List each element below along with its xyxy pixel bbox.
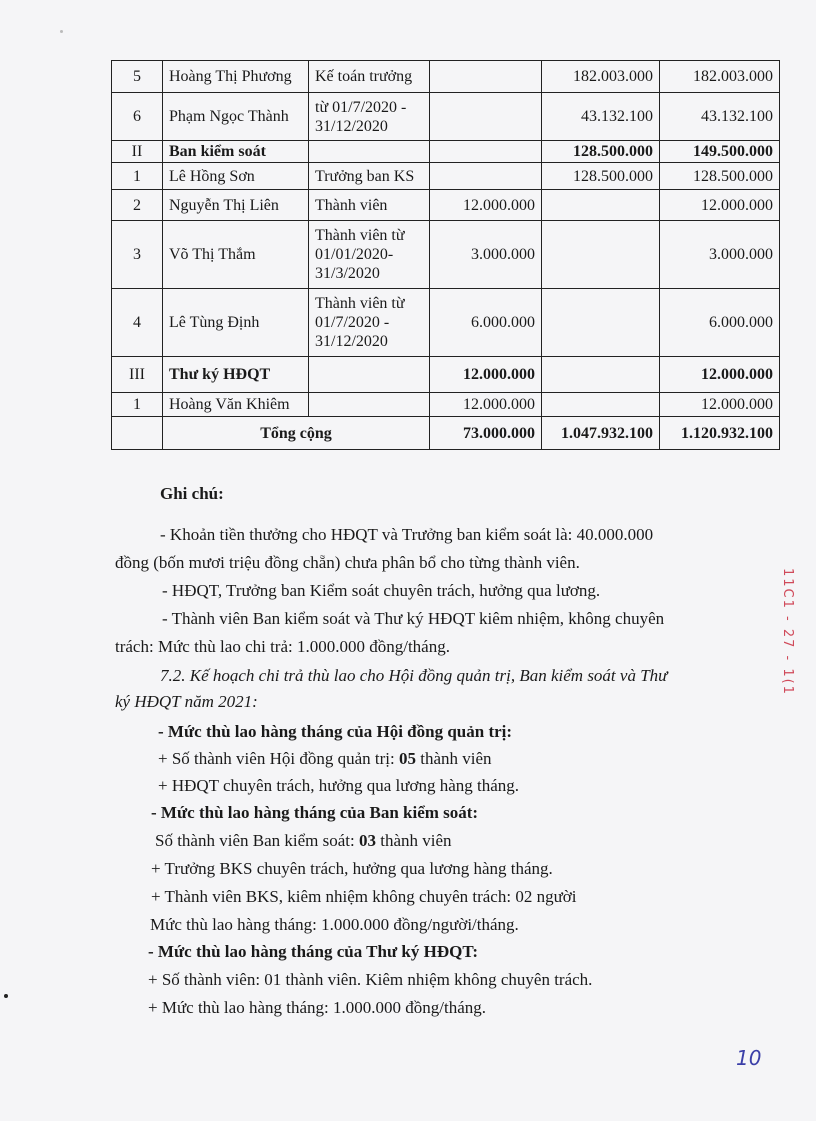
- amount-col1-cell: [430, 141, 542, 163]
- name-cell: Hoàng Thị Phương: [163, 61, 309, 93]
- row-number-cell: 6: [112, 93, 163, 141]
- table-row: [112, 163, 780, 190]
- hdqt-count-suffix: thành viên: [415, 749, 492, 768]
- bks-line4: Mức thù lao hàng tháng: 1.000.000 đồng/người/tháng.: [150, 915, 519, 934]
- secretary-line1: + Số thành viên: 01 thành viên. Kiêm nhiệm không chuyên trách.: [148, 970, 593, 989]
- bks-line2: + Trưởng BKS chuyên trách, hưởng qua lương hàng tháng.: [151, 859, 553, 878]
- row-number-cell: 2: [112, 190, 163, 221]
- total-col2-cell: 1.047.932.100: [542, 417, 660, 450]
- role-cell: Thành viên từ 01/01/2020-31/3/2020: [309, 221, 430, 289]
- section-7-2-line1: 7.2. Kế hoạch chi trả thù lao cho Hội đồng quản trị, Ban kiểm soát và Thư: [160, 666, 668, 685]
- row-number-cell: II: [112, 141, 163, 163]
- row-number-cell: 5: [112, 61, 163, 93]
- notes-heading: Ghi chú:: [160, 484, 224, 503]
- amount-col3-cell: 12.000.000: [660, 393, 780, 417]
- amount-col1-cell: 12.000.000: [430, 393, 542, 417]
- note-bonus-line1: - Khoản tiền thưởng cho HĐQT và Trưởng ban kiểm soát là: 40.000.000: [160, 525, 654, 544]
- total-label-cell: Tổng cộng: [163, 417, 430, 450]
- amount-col2-cell: [542, 221, 660, 289]
- table-row: [112, 61, 780, 93]
- hdqt-count-value: 05: [398, 749, 416, 768]
- role-cell: [309, 357, 430, 393]
- table-row: [112, 393, 780, 417]
- hdqt-heading: - Mức thù lao hàng tháng của Hội đồng quản trị:: [158, 722, 513, 741]
- bks-line3: + Thành viên BKS, kiêm nhiệm không chuyên trách: 02 người: [151, 887, 577, 906]
- amount-col1-cell: 12.000.000: [430, 190, 542, 221]
- amount-col2-cell: 43.132.100: [542, 93, 660, 141]
- amount-col1-cell: 3.000.000: [430, 221, 542, 289]
- page-number: 10: [736, 1046, 762, 1070]
- name-cell: Phạm Ngọc Thành: [163, 93, 309, 141]
- amount-col1-cell: 6.000.000: [430, 289, 542, 357]
- name-cell: Ban kiểm soát: [163, 141, 309, 163]
- table-body: [112, 61, 780, 450]
- amount-col2-cell: [542, 190, 660, 221]
- amount-col2-cell: 128.500.000: [542, 141, 660, 163]
- row-number-cell: 1: [112, 163, 163, 190]
- table-row: [112, 357, 780, 393]
- note-bonus-line2: đồng (bốn mươi triệu đồng chẵn) chưa phân bổ cho từng thành viên.: [115, 553, 580, 572]
- amount-col3-cell: 43.132.100: [660, 93, 780, 141]
- amount-col2-cell: 128.500.000: [542, 163, 660, 190]
- table-row: [112, 190, 780, 221]
- amount-col1-cell: [430, 163, 542, 190]
- table-row: [112, 141, 780, 163]
- hdqt-count-prefix: + Số thành viên Hội đồng quản trị:: [158, 749, 399, 768]
- table-row: [112, 93, 780, 141]
- table-row: [112, 289, 780, 357]
- name-cell: Võ Thị Thắm: [163, 221, 309, 289]
- amount-col3-cell: 6.000.000: [660, 289, 780, 357]
- scan-speck: [4, 994, 8, 998]
- bks-member-count: [155, 831, 452, 851]
- amount-col3-cell: 12.000.000: [660, 357, 780, 393]
- amount-col1-cell: 12.000.000: [430, 357, 542, 393]
- row-number-cell: 4: [112, 289, 163, 357]
- role-cell: [309, 393, 430, 417]
- margin-stamp-mark: 11C1 - 27 - 1(1: [780, 568, 795, 696]
- amount-col3-cell: 3.000.000: [660, 221, 780, 289]
- amount-col2-cell: [542, 393, 660, 417]
- row-number-cell: 1: [112, 393, 163, 417]
- name-cell: Nguyễn Thị Liên: [163, 190, 309, 221]
- bks-count-value: 03: [358, 831, 376, 850]
- remuneration-table: [111, 60, 780, 450]
- role-cell: Thành viên: [309, 190, 430, 221]
- note-parttime-line1: - Thành viên Ban kiểm soát và Thư ký HĐQT kiêm nhiệm, không chuyên: [162, 609, 665, 628]
- role-cell: [309, 141, 430, 163]
- row-number-cell: 3: [112, 221, 163, 289]
- total-empty-cell: [112, 417, 163, 450]
- bks-heading: - Mức thù lao hàng tháng của Ban kiểm soát:: [151, 803, 479, 822]
- name-cell: Hoàng Văn Khiêm: [163, 393, 309, 417]
- section-7-2-line2: ký HĐQT năm 2021:: [115, 692, 258, 711]
- note-salary: - HĐQT, Trưởng ban Kiểm soát chuyên trách, hưởng qua lương.: [162, 581, 601, 600]
- hdqt-line2: + HĐQT chuyên trách, hưởng qua lương hàng tháng.: [158, 776, 520, 795]
- name-cell: Lê Tùng Định: [163, 289, 309, 357]
- amount-col1-cell: [430, 61, 542, 93]
- role-cell: Kế toán trưởng: [309, 61, 430, 93]
- role-cell: từ 01/7/2020 - 31/12/2020: [309, 93, 430, 141]
- amount-col2-cell: [542, 357, 660, 393]
- table-row: [112, 221, 780, 289]
- secretary-line2: + Mức thù lao hàng tháng: 1.000.000 đồng/tháng.: [148, 998, 486, 1017]
- row-number-cell: III: [112, 357, 163, 393]
- amount-col2-cell: 182.003.000: [542, 61, 660, 93]
- amount-col3-cell: 12.000.000: [660, 190, 780, 221]
- amount-col3-cell: 149.500.000: [660, 141, 780, 163]
- note-parttime-line2: trách: Mức thù lao chi trả: 1.000.000 đồng/tháng.: [115, 637, 450, 656]
- secretary-heading: - Mức thù lao hàng tháng của Thư ký HĐQT:: [148, 942, 479, 961]
- name-cell: Lê Hồng Sơn: [163, 163, 309, 190]
- name-cell: Thư ký HĐQT: [163, 357, 309, 393]
- bks-count-prefix: Số thành viên Ban kiểm soát:: [155, 831, 359, 850]
- total-col3-cell: 1.120.932.100: [660, 417, 780, 450]
- amount-col3-cell: 128.500.000: [660, 163, 780, 190]
- role-cell: Trưởng ban KS: [309, 163, 430, 190]
- scan-speck: [60, 30, 63, 33]
- amount-col3-cell: 182.003.000: [660, 61, 780, 93]
- amount-col1-cell: [430, 93, 542, 141]
- total-col1-cell: 73.000.000: [430, 417, 542, 450]
- role-cell: Thành viên từ 01/7/2020 - 31/12/2020: [309, 289, 430, 357]
- hdqt-member-count: [158, 749, 492, 769]
- bks-count-suffix: thành viên: [375, 831, 452, 850]
- amount-col2-cell: [542, 289, 660, 357]
- total-row: [112, 417, 780, 450]
